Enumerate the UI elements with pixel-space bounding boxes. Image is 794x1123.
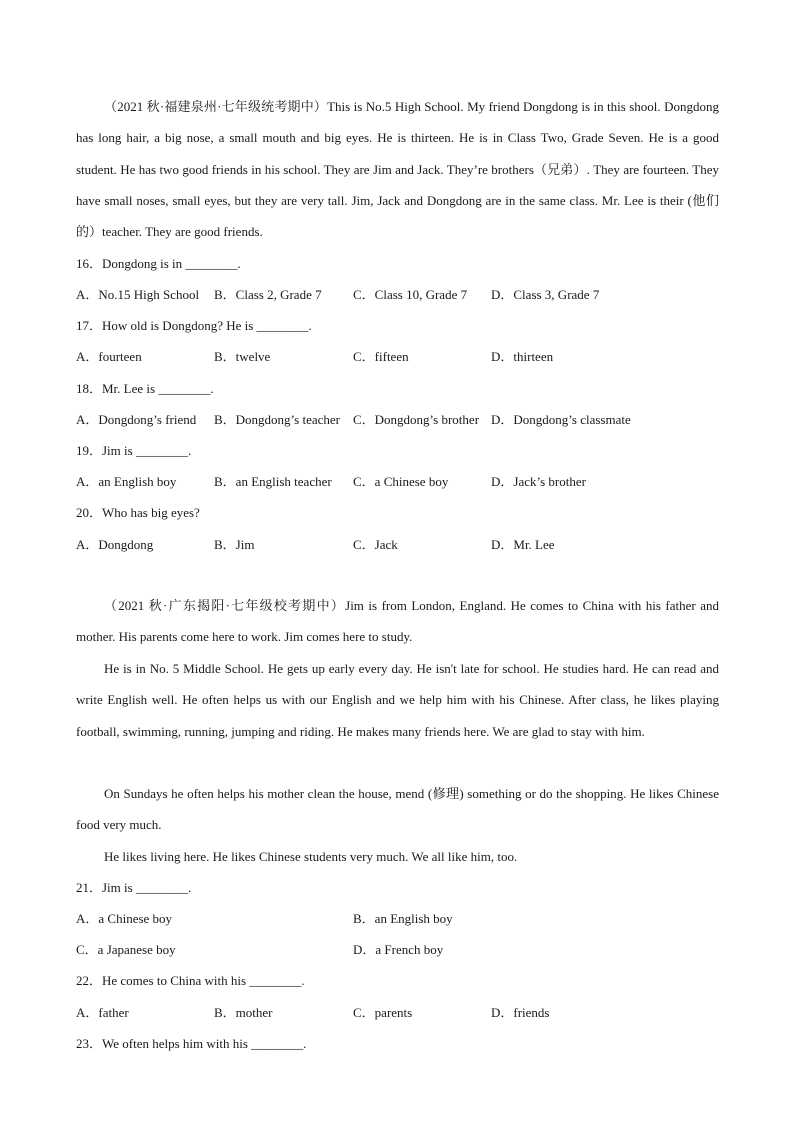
- option-c[interactable]: C．parents: [353, 1005, 413, 1020]
- question-16-stem: 16．Dongdong is in ________.: [76, 256, 241, 271]
- option-a[interactable]: A．a Chinese boy: [76, 911, 173, 926]
- option-b[interactable]: B．an English teacher: [214, 474, 332, 489]
- question-17-stem: 17．How old is Dongdong? He is ________.: [76, 318, 312, 333]
- passage-2-paragraph-1: （2021 秋·广东揭阳·七年级校考期中）Jim is from London, England. He comes to China with his father and mother. His parents come here to work. Jim comes here to study.: [76, 598, 719, 645]
- option-b[interactable]: B．mother: [214, 1005, 273, 1020]
- question-20-stem: 20．Who has big eyes?: [76, 505, 200, 520]
- option-a[interactable]: A．No.15 High School: [76, 287, 200, 302]
- option-d[interactable]: D．Jack’s brother: [491, 474, 586, 489]
- option-a[interactable]: A．father: [76, 1005, 129, 1020]
- option-a[interactable]: A．an English boy: [76, 474, 177, 489]
- passage-1: （2021 秋·福建泉州·七年级统考期中）This is No.5 High School. My friend Dongdong is in this shool. Dongdong has long hair, a big nose, a small mouth and big eyes. He is thirteen. He is in Class Two, Grade Seven. He is a good student. He has two good friends in his school. They are Jim and Jack. They’re brothers（兄弟）. They are fourteen. They have small noses, small eyes, but they are very tall. Jim, Jack and Dongdong are in the same class. Mr. Lee is their (他们的）teacher. They are good friends.: [76, 99, 719, 240]
- option-c[interactable]: C．fifteen: [353, 349, 409, 364]
- option-d[interactable]: D．a French boy: [353, 942, 444, 957]
- question-22-stem: 22．He comes to China with his ________.: [76, 973, 305, 988]
- option-d[interactable]: D．thirteen: [491, 349, 554, 364]
- option-c[interactable]: C．a Chinese boy: [353, 474, 449, 489]
- option-c[interactable]: C．Jack: [353, 537, 398, 552]
- option-a[interactable]: A．Dongdong: [76, 537, 154, 552]
- passage-2-paragraph-4: He likes living here. He likes Chinese students very much. We all like him, too.: [104, 849, 518, 864]
- question-21-stem: 21．Jim is ________.: [76, 880, 192, 895]
- option-b[interactable]: B．an English boy: [353, 911, 453, 926]
- option-d[interactable]: D．friends: [491, 1005, 550, 1020]
- option-b[interactable]: B．Class 2, Grade 7: [214, 287, 322, 302]
- passage-2-paragraph-3: On Sundays he often helps his mother clean the house, mend (修理) something or do the shopping. He likes Chinese food very much.: [76, 786, 719, 833]
- option-d[interactable]: D．Class 3, Grade 7: [491, 287, 600, 302]
- option-c[interactable]: C．a Japanese boy: [76, 942, 176, 957]
- question-23-stem: 23．We often helps him with his ________.: [76, 1036, 307, 1051]
- option-d[interactable]: D．Mr. Lee: [491, 537, 555, 552]
- option-b[interactable]: B．Dongdong’s teacher: [214, 412, 341, 427]
- option-a[interactable]: A．Dongdong’s friend: [76, 412, 197, 427]
- option-a[interactable]: A．fourteen: [76, 349, 142, 364]
- option-d[interactable]: D．Dongdong’s classmate: [491, 412, 631, 427]
- question-19-stem: 19．Jim is ________.: [76, 443, 192, 458]
- option-b[interactable]: B．twelve: [214, 349, 271, 364]
- option-c[interactable]: C．Class 10, Grade 7: [353, 287, 468, 302]
- question-18-stem: 18．Mr. Lee is ________.: [76, 381, 214, 396]
- passage-2-paragraph-2: He is in No. 5 Middle School. He gets up early every day. He isn't late for school. He studies hard. He can read and write English well. He often helps us with our English and we help him with his Chinese. After class, he likes playing football, swimming, running, jumping and riding. He makes many friends here. We are glad to stay with him.: [76, 661, 719, 739]
- option-b[interactable]: B．Jim: [214, 537, 255, 552]
- option-c[interactable]: C．Dongdong’s brother: [353, 412, 480, 427]
